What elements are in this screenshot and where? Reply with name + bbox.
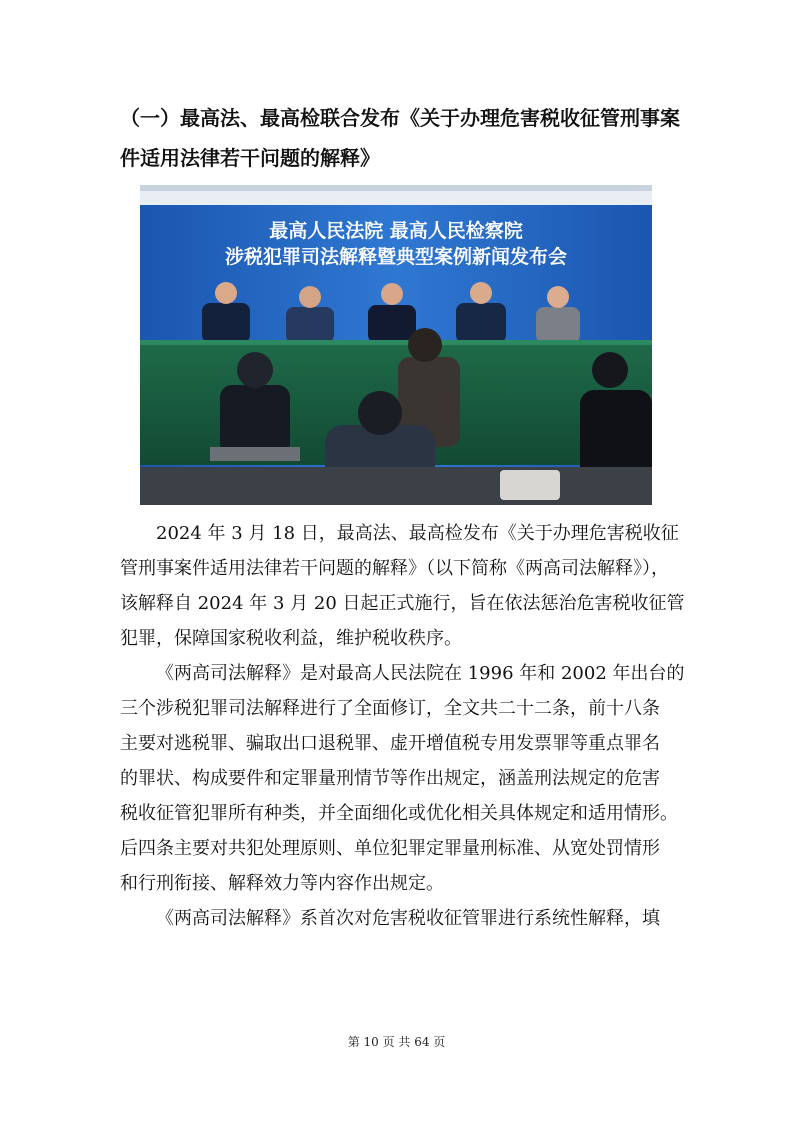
paragraph-2-line-2: 三个涉税犯罪司法解释进行了全面修订，全文共二十二条，前十八条 (120, 698, 660, 719)
banner-line-1: 最高人民法院 最高人民检察院 (269, 220, 523, 242)
paragraph-1-line-2: 管刑事案件适用法律若干问题的解释》（以下简称《两高司法解释》）， (120, 558, 669, 579)
body-text (120, 516, 685, 936)
paragraph-2-line-4: 的罪状、构成要件和定罪量刑情节等作出规定，涵盖刑法规定的危害 (120, 768, 660, 789)
page-footer: 第 10 页 共 64 页 (347, 1035, 446, 1049)
paragraph-2-line-1: 《两高司法解释》是对最高人民法院在 1996 年和 2002 年出台的 (156, 663, 685, 684)
heading-line-2: 件适用法律若干问题的解释》 (120, 146, 380, 170)
paragraph-3-line-1: 《两高司法解释》系首次对危害税收征管罪进行系统性解释，填 (156, 908, 660, 929)
banner-line-2: 涉税犯罪司法解释暨典型案例新闻发布会 (224, 246, 568, 268)
paragraph-1-line-4: 犯罪，保障国家税收利益，维护税收秩序。 (120, 628, 462, 649)
paragraph-2-line-7: 和行刑衔接、解释效力等内容作出规定。 (120, 873, 444, 894)
paragraph-2-line-5: 税收征管犯罪所有种类，并全面细化或优化相关具体规定和适用情形。 (120, 803, 678, 824)
paragraph-1-line-1: 2024 年 3 月 18 日，最高法、最高检发布《关于办理危害税收征 (156, 523, 679, 544)
press-conference-photo (140, 185, 652, 505)
paragraph-1-line-3: 该解释自 2024 年 3 月 20 日起正式施行，旨在依法惩治危害税收征管 (120, 593, 685, 614)
section-heading (120, 98, 680, 178)
heading-line-1: （一）最高法、最高检联合发布《关于办理危害税收征管刑事案 (120, 106, 680, 130)
paragraph-2-line-6: 后四条主要对共犯处理原则、单位犯罪定罪量刑标准、从宽处罚情形 (120, 838, 660, 859)
paragraph-2-line-3: 主要对逃税罪、骗取出口退税罪、虚开增值税专用发票罪等重点罪名 (120, 733, 660, 754)
